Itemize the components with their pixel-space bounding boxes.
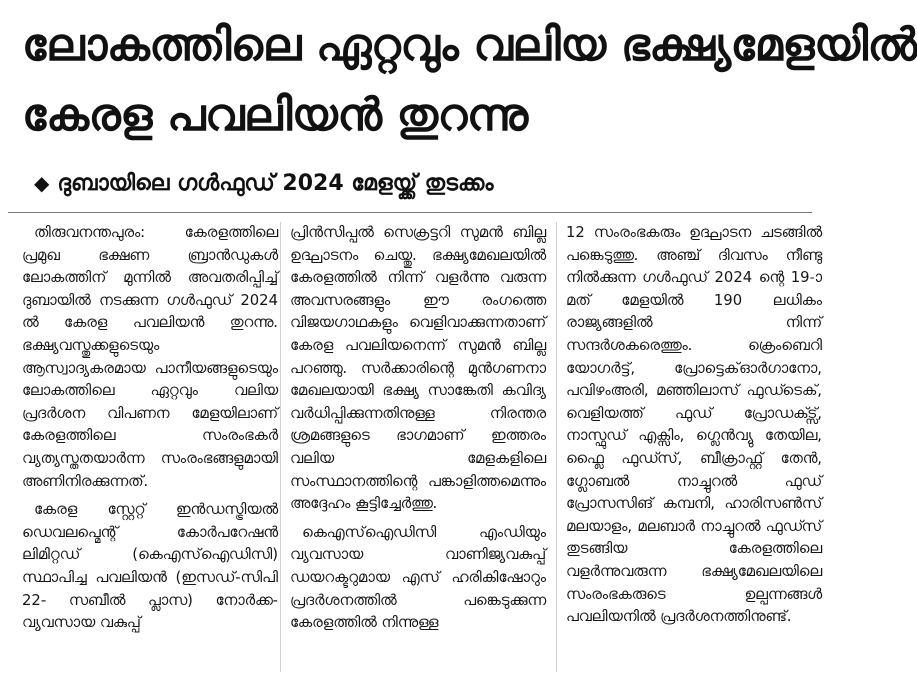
article-paragraph: കെഎസ്ഐഡിസി എംഡിയും വ്യവസായ വാണിജ്യവകുപ്പ് ഡയറക്ടറുമായ എസ് ഹരികിഷോറും പ്രദർശനത്തിൽ പങ്കെടുക്കുന്ന കേരളത്തിൽ നിന്നുള്ള <box>290 523 546 632</box>
column-divider <box>556 222 557 672</box>
headline <box>22 10 917 150</box>
article-column-2 <box>290 222 546 635</box>
article-column-1 <box>22 222 278 635</box>
article-paragraph: തിരുവനന്തപുരം: കേരളത്തിലെ പ്രമുഖ ഭക്ഷണ ബ്രാൻഡുകൾ ലോകത്തിന് മുന്നിൽ അവതരിപ്പിച്ച് ദുബായിൽ നടക്കുന്ന ഗൾഫുഡ് 2024 ൽ കേരള പവലിയൻ തുറന്നു. ഭക്ഷ്യവസ്തുക്കളുടെയും ആസ്വാദ്യകരമായ പാനീയങ്ങളുടെയും ലോകത്തിലെ ഏറ്റവും വലിയ പ്രദർശന വിപണന മേളയിലാണ് കേരളത്തിലെ സംരംഭകർ വ്യത്യസ്തതയാർന്ന സംരംഭങ്ങളുമായി അണിനിരക്കുന്നത്. <box>22 224 278 490</box>
headline-line-1: ലോകത്തിലെ ഏറ്റവും വലിയ ഭക്ഷ്യമേളയിൽ <box>22 18 917 71</box>
article-paragraph: കേരള സ്റ്റേറ്റ് ഇൻഡസ്ട്രിയൽ ഡെവലപ്മെന്റ് കോർപറേഷൻ ലിമിറ്റഡ് (കെഎസ്ഐഡിസി) സ്ഥാപിച്ച പവലിയൻ (ഇസഡ്-സിപി 22- സബീൽ പ്ലാസ) നോർക്ക-വ്യവസായ വകുപ്പ് <box>22 501 278 632</box>
article-column-3 <box>566 222 822 629</box>
header-divider <box>8 212 812 213</box>
subheadline-text: ദുബായിലെ ഗൾഫുഡ് 2024 മേളയ്ക്ക് തുടക്കം <box>57 171 494 196</box>
subheadline <box>34 166 493 201</box>
diamond-bullet-icon: ◆ <box>34 171 50 195</box>
article-paragraph: പ്രിൻസിപ്പൽ സെക്രട്ടറി സുമൻ ബില്ല ഉദ്ഘാടനം ചെയ്തു. ഭക്ഷ്യമേഖലയിൽ കേരളത്തിൽ നിന്ന് വളർന്നു വരുന്ന അവസരങ്ങളും ഈ രംഗത്തെ വിജയഗാഥകളും വെളിവാക്കുന്നതാണ് കേരള പവലിയനെന്ന് സുമൻ ബില്ല പറഞ്ഞു. സർക്കാരിന്റെ മുൻഗണനാ മേഖലയായി ഭക്ഷ്യ സാങ്കേതി കവിദ്യ വർധിപ്പിക്കുന്നതിനുള്ള നിരന്തര ശ്രമങ്ങളുടെ ഭാഗമാണ് ഇത്തരം വലിയ മേളകളിലെ സംസ്ഥാനത്തിന്റെ പങ്കാളിത്തമെന്നും അദ്ദേഹം കൂട്ടിച്ചേർത്തു. <box>290 224 546 513</box>
column-divider <box>280 222 281 672</box>
article-paragraph: 12 സംരംഭകരും ഉദ്ഘാടന ചടങ്ങിൽ പങ്കെടുത്തു. അഞ്ച് ദിവസം നീണ്ടു നിൽക്കുന്ന ഗൾഫുഡ് 2024 ന്റെ 19-ാമത് മേളയിൽ 190 ലധികം രാജ്യങ്ങളിൽ നിന്ന് സന്ദർശകരെത്തും. ക്രെംബെറി യോഗർട്ട്, പ്രോട്ടെക്ഓർഗാനോ, പവിഴംഅരി, മഞ്ഞിലാസ് ഫുഡ്ടെക്, വെളിയത്ത് ഫുഡ് പ്രോഡക്ട്സ്, നാസ്ഫുഡ് എക്സിം, ഗ്ലെൻവ്യു തേയില, ഫ്ലൈ ഫുഡ്സ്, ബീക്രാഫ്റ്റ് തേൻ, ഗ്ലോബൽ നാച്ചുറൽ ഫുഡ് പ്രോസസിങ് കമ്പനി, ഹാരിസൺസ് മലയാളം, മലബാർ നാച്ചുറൽ ഫുഡ്സ് തുടങ്ങിയ കേരളത്തിലെ വളർന്നുവരുന്ന ഭക്ഷ്യമേഖലയിലെ സംരംഭകരുടെ ഉല്പന്നങ്ങൾ പവലിയനിൽ പ്രദർശനത്തിനുണ്ട്. <box>566 224 822 626</box>
headline-line-2: കേരള പവലിയൻ തുറന്നു <box>22 88 528 141</box>
